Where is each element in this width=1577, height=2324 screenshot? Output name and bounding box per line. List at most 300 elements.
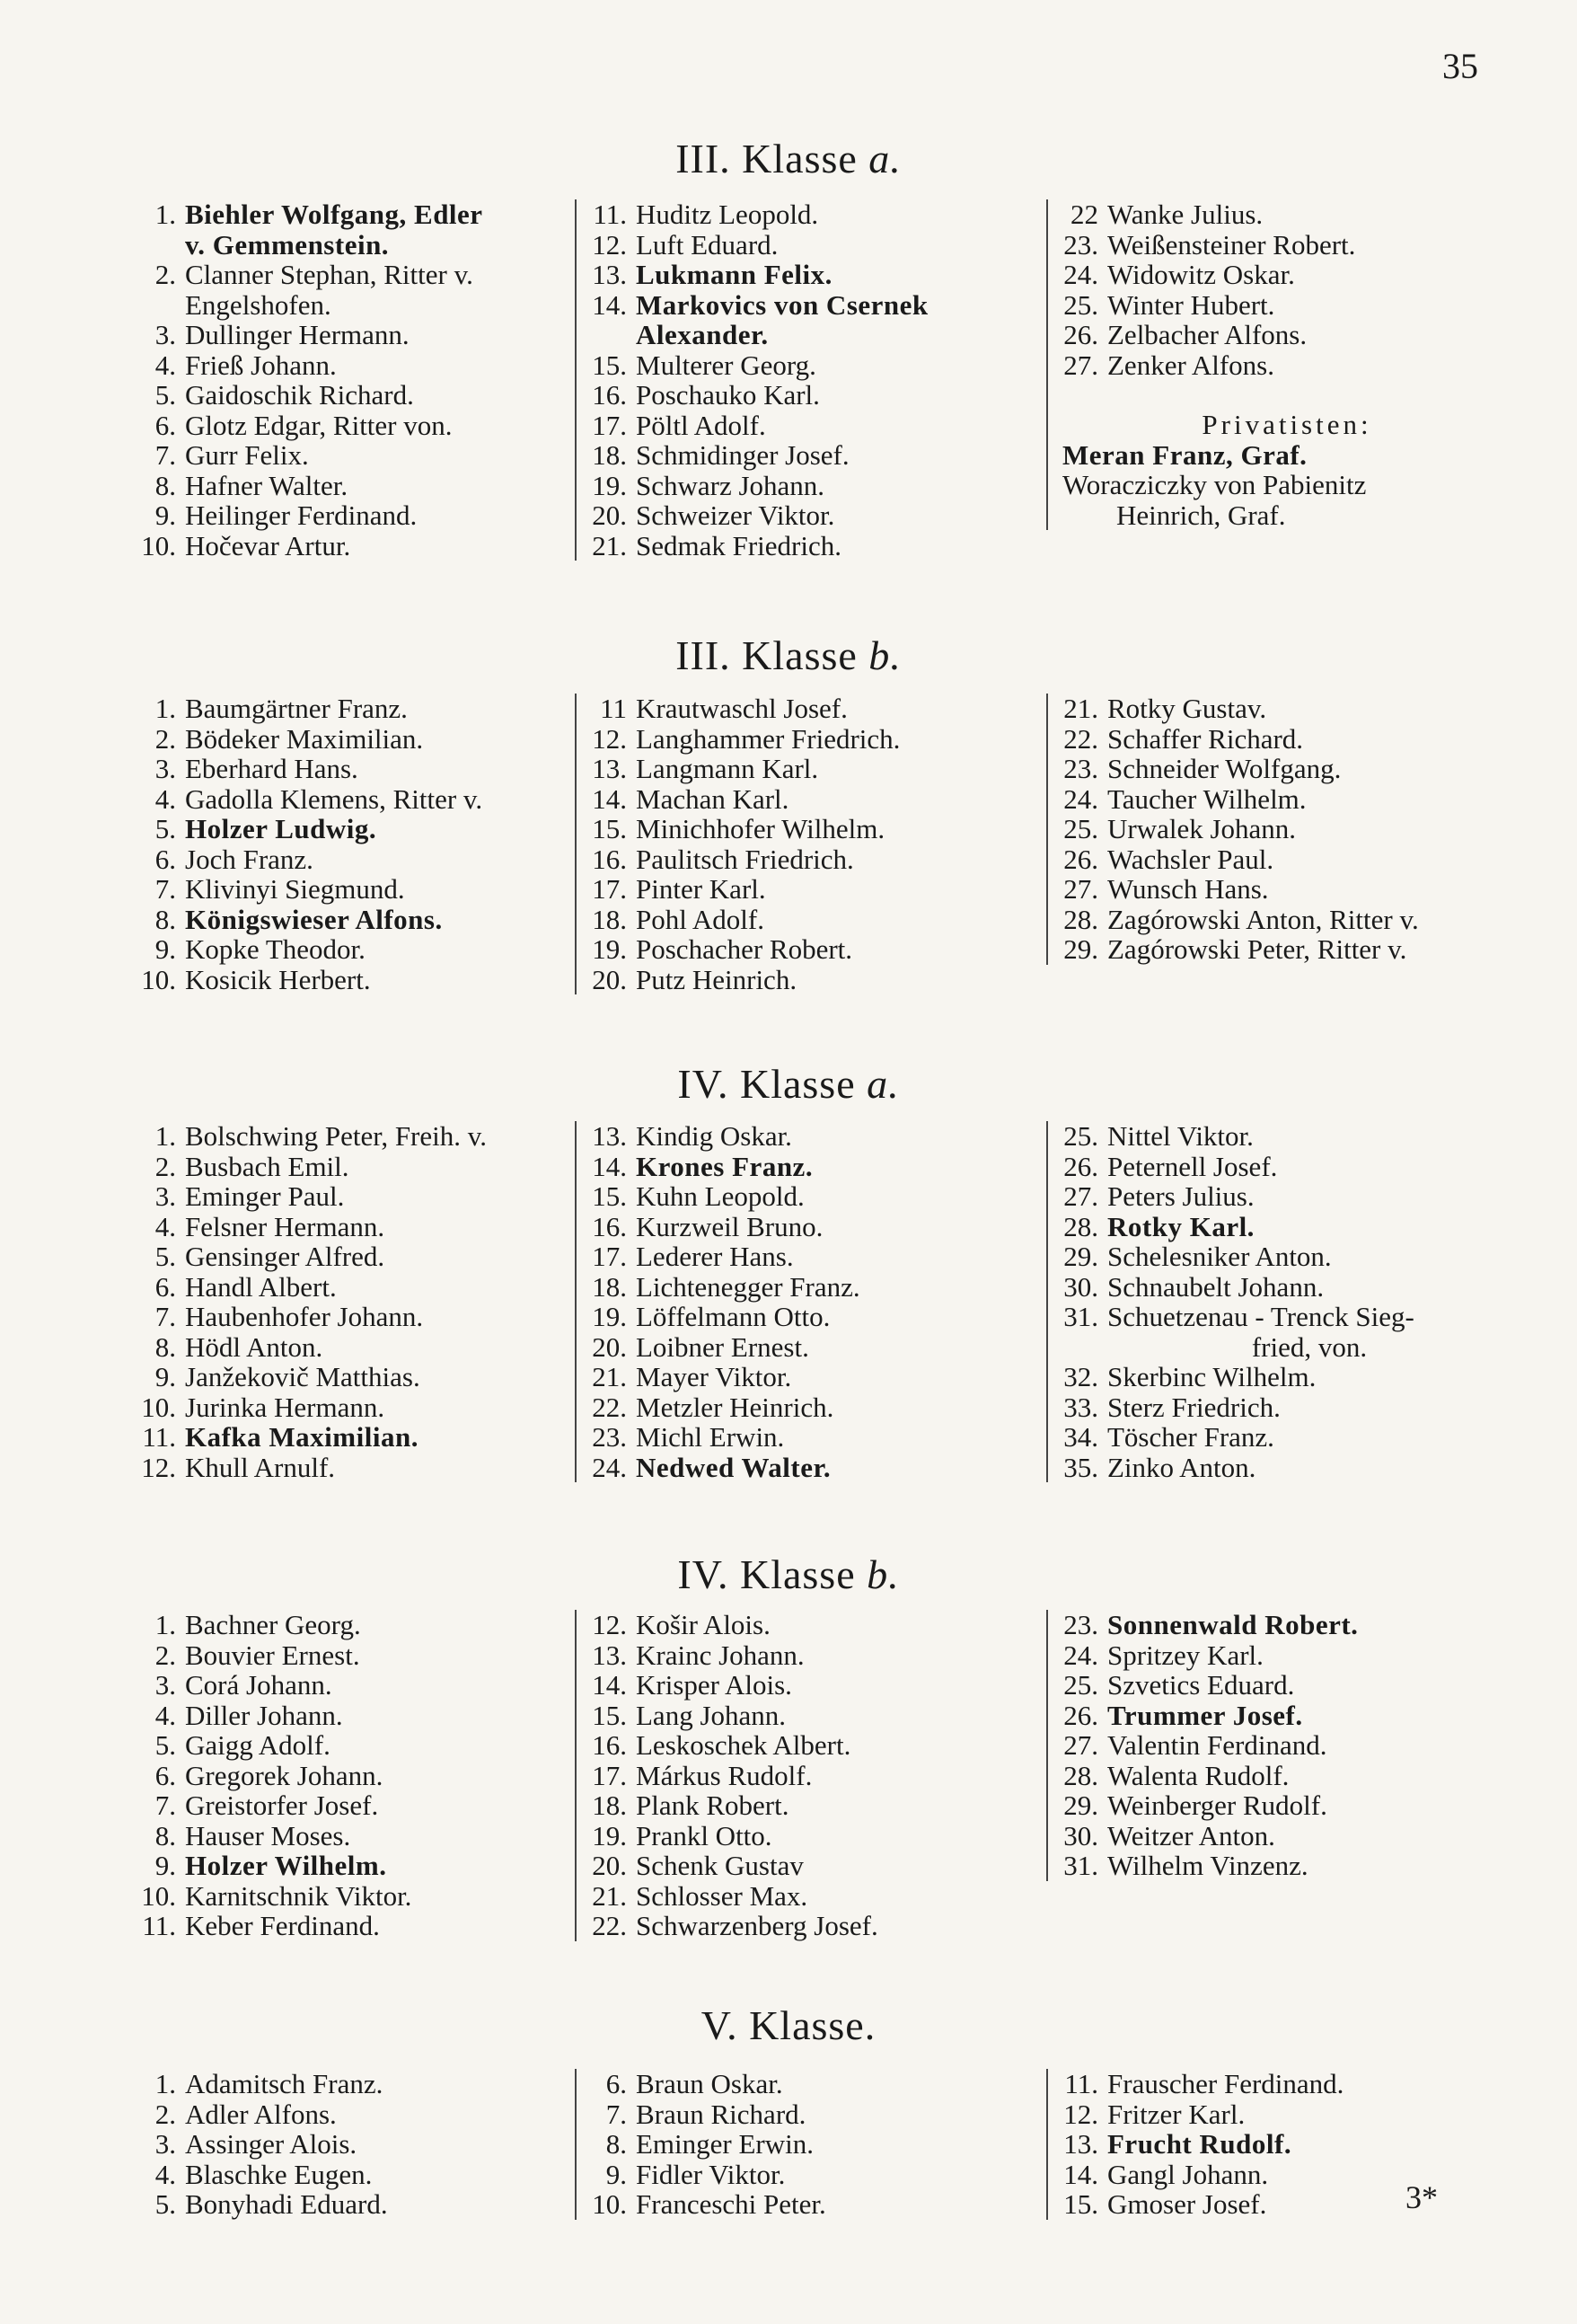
- name-column: [135, 694, 575, 994]
- entry-name: Gaigg Adolf.: [185, 1729, 330, 1761]
- list-item: [135, 934, 575, 965]
- entry-number: 27.: [1063, 1729, 1098, 1761]
- signature-mark: 3*: [1405, 2179, 1438, 2215]
- entry-number: 13.: [592, 259, 627, 290]
- entry-name: Pöltl Adolf.: [636, 409, 766, 441]
- entry-name: Klivinyi Siegmund.: [185, 873, 405, 905]
- list-item: [591, 1152, 1058, 1182]
- entry-name: Hafner Walter.: [185, 469, 348, 501]
- list-item: [1062, 199, 1511, 230]
- entry-name: Heinrich, Graf.: [1116, 499, 1286, 531]
- entry-name: Clanner Stephan, Ritter v.: [185, 259, 473, 290]
- name-column: [1046, 694, 1511, 965]
- entry-name: Bonyhadi Eduard.: [185, 2188, 388, 2220]
- entry-number: 3.: [154, 319, 176, 350]
- entry-name: Fritzer Karl.: [1107, 2098, 1246, 2130]
- entry-name: Huditz Leopold.: [636, 199, 819, 230]
- entry-number: 7.: [154, 873, 176, 905]
- list-item: [591, 320, 1058, 350]
- entry-number: 3.: [154, 2128, 176, 2160]
- list-item: [591, 440, 1058, 471]
- entry-name: Krones Franz.: [636, 1150, 814, 1182]
- entry-number: 5.: [154, 1241, 176, 1272]
- list-item: [135, 531, 575, 561]
- list-item: [135, 1121, 575, 1152]
- entry-number: 33.: [1063, 1391, 1098, 1423]
- entry-name: Krisper Alois.: [636, 1669, 792, 1701]
- entry-number: 29.: [1063, 1789, 1098, 1821]
- list-item: [1062, 470, 1511, 500]
- entry-name: Holzer Ludwig.: [185, 813, 377, 844]
- entry-name: Kurzweil Bruno.: [636, 1210, 824, 1242]
- entry-number: 16.: [592, 843, 627, 875]
- list-item: [1062, 1362, 1511, 1392]
- list-item: [1062, 1242, 1511, 1272]
- entry-name: Bolschwing Peter, Freih. v.: [185, 1120, 487, 1152]
- entry-number: 9.: [154, 499, 176, 531]
- list-item: [591, 905, 1058, 935]
- entry-number: 7.: [154, 1789, 176, 1821]
- entry-number: 19.: [592, 933, 627, 965]
- list-item: [1062, 754, 1511, 784]
- name-column: [135, 1610, 575, 1941]
- section-title-main: III. Klasse: [675, 136, 858, 181]
- list-item: [135, 1242, 575, 1272]
- entry-name: Sterz Friedrich.: [1107, 1391, 1281, 1423]
- list-item: [591, 500, 1058, 531]
- entry-name: Spritzey Karl.: [1107, 1639, 1264, 1671]
- entry-number: 14.: [592, 1669, 627, 1701]
- list-item: [591, 380, 1058, 411]
- list-item: [135, 380, 575, 411]
- list-item: [1062, 814, 1511, 844]
- entry-number: 2.: [154, 1639, 176, 1671]
- list-item: [591, 1911, 1058, 1941]
- entry-number: 6.: [154, 843, 176, 875]
- entry-name: Langmann Karl.: [636, 753, 819, 784]
- entry-name: Markovics von Csernek: [636, 288, 929, 321]
- entry-name: Gangl Johann.: [1107, 2158, 1269, 2190]
- entry-number: 3.: [154, 1669, 176, 1701]
- entry-number: 13.: [592, 753, 627, 784]
- entry-number: 1.: [154, 693, 176, 724]
- entry-name: Eminger Paul.: [185, 1180, 345, 1212]
- list-item: [591, 260, 1058, 290]
- list-item: [1062, 230, 1511, 261]
- list-item: [591, 1302, 1058, 1332]
- entry-number: 24.: [592, 1451, 627, 1483]
- entry-name: Haubenhofer Johann.: [185, 1301, 424, 1332]
- section-title-main: IV. Klasse: [677, 1061, 856, 1107]
- entry-number: 18.: [592, 439, 627, 471]
- list-item: [591, 2069, 1058, 2099]
- entry-name: Braun Richard.: [636, 2098, 806, 2130]
- entry-number: 21.: [592, 529, 627, 561]
- entry-number: 1.: [154, 1120, 176, 1152]
- entry-name: Plank Robert.: [636, 1789, 789, 1821]
- entry-number: 13.: [592, 1120, 627, 1152]
- entry-number: 12.: [592, 722, 627, 755]
- list-item: [591, 694, 1058, 724]
- entry-name: Peters Julius.: [1107, 1180, 1255, 1212]
- list-item: [135, 2189, 575, 2220]
- entry-number: 14.: [1063, 2158, 1098, 2190]
- entry-number: 14.: [592, 1150, 627, 1182]
- list-item: [135, 500, 575, 531]
- entry-number: 7.: [154, 1301, 176, 1332]
- list-item: [135, 1181, 575, 1212]
- entry-number: 2.: [154, 259, 176, 290]
- list-item: [135, 1701, 575, 1731]
- entry-name: Nittel Viktor.: [1107, 1120, 1254, 1152]
- list-item: [591, 1761, 1058, 1791]
- entry-name: Poschacher Robert.: [636, 933, 853, 965]
- list-item: [135, 905, 575, 935]
- entry-number: 25.: [1063, 288, 1098, 321]
- list-item: [1062, 1422, 1511, 1453]
- entry-name: Alexander.: [636, 319, 769, 350]
- list-item: [135, 724, 575, 755]
- entry-name: Gmoser Josef.: [1107, 2188, 1267, 2220]
- list-item: [1062, 1640, 1511, 1671]
- entry-name: Kuhn Leopold.: [636, 1180, 805, 1212]
- entry-name: Zinko Anton.: [1107, 1451, 1256, 1483]
- list-item: [591, 784, 1058, 815]
- list-item: [591, 1362, 1058, 1392]
- entry-name: Wunsch Hans.: [1107, 873, 1269, 905]
- list-item: [135, 1730, 575, 1761]
- section-title: [0, 1551, 1577, 1598]
- entry-name: Valentin Ferdinand.: [1107, 1729, 1327, 1761]
- entry-name: Rotky Gustav.: [1107, 693, 1267, 724]
- entry-name: Diller Johann.: [185, 1699, 343, 1731]
- entry-number: 22.: [1063, 722, 1098, 755]
- list-item: [135, 874, 575, 905]
- page-number: 35: [1442, 46, 1478, 86]
- entry-name: Frauscher Ferdinand.: [1107, 2068, 1344, 2099]
- entry-name: Frieß Johann.: [185, 349, 337, 381]
- entry-name: Schmidinger Josef.: [636, 439, 850, 471]
- entry-number: 10.: [592, 2188, 627, 2220]
- entry-name: Wilhelm Vinzenz.: [1107, 1850, 1308, 1881]
- list-item: [1062, 1332, 1511, 1363]
- entry-number: 17.: [592, 1759, 627, 1791]
- list-item: [135, 1332, 575, 1363]
- list-item: [1062, 1212, 1511, 1242]
- list-item: [1062, 1392, 1511, 1423]
- entry-number: 1.: [154, 2068, 176, 2099]
- entry-number: 1.: [154, 199, 176, 230]
- entry-number: 24.: [1063, 259, 1098, 290]
- list-item: [1062, 260, 1511, 290]
- section-title: [0, 2001, 1577, 2049]
- entry-name: Pinter Karl.: [636, 873, 766, 905]
- list-item: [135, 230, 575, 261]
- list-item: [135, 1272, 575, 1303]
- list-item: [591, 531, 1058, 561]
- entry-name: Schuetzenau - Trenck Sieg-: [1107, 1301, 1414, 1332]
- entry-number: 23.: [1063, 228, 1098, 261]
- entry-number: 4.: [154, 1210, 176, 1242]
- entry-number: 17.: [592, 409, 627, 441]
- entry-number: 8.: [605, 2128, 627, 2160]
- name-column: [1046, 199, 1511, 530]
- list-item: [1062, 500, 1511, 531]
- list-item: [591, 1212, 1058, 1242]
- list-item: [591, 814, 1058, 844]
- entry-number: 28.: [1063, 903, 1098, 935]
- list-item: [135, 2160, 575, 2190]
- entry-name: Multerer Georg.: [636, 349, 816, 381]
- entry-number: 22: [1070, 199, 1098, 230]
- section-title: [0, 632, 1577, 679]
- entry-name: Schwarz Johann.: [636, 469, 825, 501]
- list-item: [591, 471, 1058, 501]
- entry-number: 27.: [1063, 1180, 1098, 1212]
- entry-name: Biehler Wolfgang, Edler: [185, 199, 483, 230]
- list-item: [1062, 1272, 1511, 1303]
- entry-number: 31.: [1063, 1850, 1098, 1881]
- list-item: [1062, 1790, 1511, 1821]
- list-item: [1062, 844, 1511, 875]
- entry-name: Eminger Erwin.: [636, 2128, 815, 2160]
- entry-name: Schwarzenberg Josef.: [636, 1910, 878, 1941]
- entry-number: 12.: [592, 1609, 627, 1640]
- entry-name: Walenta Rudolf.: [1107, 1759, 1290, 1791]
- list-item: [591, 1422, 1058, 1453]
- list-item: [591, 965, 1058, 995]
- name-column: [575, 2069, 1058, 2220]
- list-item: [591, 230, 1058, 261]
- entry-name: Schelesniker Anton.: [1107, 1241, 1332, 1272]
- entry-number: 23.: [592, 1421, 627, 1453]
- list-item: [591, 1272, 1058, 1303]
- list-item: [135, 1453, 575, 1483]
- entry-number: 11.: [142, 1910, 176, 1941]
- entry-name: Töscher Franz.: [1107, 1421, 1274, 1453]
- entry-number: 25.: [1063, 1120, 1098, 1152]
- entry-name: Metzler Heinrich.: [636, 1391, 834, 1423]
- list-item: [591, 1610, 1058, 1640]
- section-title-letter: b.: [867, 1551, 900, 1597]
- entry-name: Fidler Viktor.: [636, 2158, 786, 2190]
- list-item: [1062, 1761, 1511, 1791]
- entry-name: Handl Albert.: [185, 1270, 337, 1303]
- entry-name: Schlosser Max.: [636, 1879, 808, 1912]
- list-item: [591, 1121, 1058, 1152]
- entry-number: 12.: [1063, 2098, 1098, 2130]
- list-item: [1062, 1851, 1511, 1881]
- entry-number: 10.: [141, 963, 176, 995]
- entry-number: 6.: [154, 1270, 176, 1303]
- entry-number: 16.: [592, 379, 627, 411]
- entry-number: 9.: [154, 933, 176, 965]
- list-item: [591, 2099, 1058, 2130]
- entry-name: Dullinger Hermann.: [185, 319, 410, 350]
- entry-name: Lang Johann.: [636, 1699, 787, 1731]
- entry-number: 19.: [592, 1301, 627, 1332]
- entry-number: 15.: [592, 813, 627, 844]
- entry-name: Eberhard Hans.: [185, 753, 358, 784]
- entry-number: 32.: [1063, 1361, 1098, 1392]
- section-title-letter: a.: [868, 136, 902, 181]
- list-item: [1062, 2160, 1511, 2190]
- list-item: [135, 844, 575, 875]
- entry-number: 17.: [592, 1241, 627, 1272]
- entry-number: 20.: [592, 1330, 627, 1363]
- entry-number: 20.: [592, 499, 627, 531]
- list-item: [135, 1212, 575, 1242]
- list-item: [1062, 874, 1511, 905]
- list-item: [1062, 440, 1511, 471]
- entry-name: Skerbinc Wilhelm.: [1107, 1361, 1317, 1392]
- name-column: [575, 1121, 1058, 1482]
- list-item: [135, 965, 575, 995]
- entry-number: 27.: [1063, 873, 1098, 905]
- entry-number: 10.: [141, 1391, 176, 1423]
- entry-number: 10.: [141, 1879, 176, 1912]
- list-item: [1062, 1821, 1511, 1851]
- entry-number: 21.: [592, 1879, 627, 1912]
- list-item: [135, 260, 575, 290]
- entry-name: Lichtenegger Franz.: [636, 1270, 860, 1303]
- entry-number: 9.: [154, 1850, 176, 1881]
- list-item: [1062, 320, 1511, 350]
- list-item: [591, 411, 1058, 441]
- entry-number: 9.: [605, 2158, 627, 2190]
- entry-name: Königswieser Alfons.: [185, 903, 443, 935]
- entry-name: Loibner Ernest.: [636, 1330, 809, 1363]
- name-column: [135, 2069, 575, 2220]
- entry-name: Heilinger Ferdinand.: [185, 499, 418, 531]
- list-item: [591, 1332, 1058, 1363]
- list-item: [1062, 2129, 1511, 2160]
- list-item: [591, 1181, 1058, 1212]
- list-item: [135, 1422, 575, 1453]
- entry-name: Corá Johann.: [185, 1669, 332, 1701]
- list-item: [1062, 934, 1511, 965]
- entry-number: 17.: [592, 873, 627, 905]
- entry-name: Sedmak Friedrich.: [636, 529, 842, 561]
- entry-number: 26.: [1063, 1699, 1098, 1731]
- entry-name: Weitzer Anton.: [1107, 1819, 1275, 1851]
- entry-name: Engelshofen.: [185, 288, 331, 321]
- list-item: [591, 1453, 1058, 1483]
- entry-name: Glotz Edgar, Ritter von.: [185, 409, 453, 441]
- entry-name: Jurinka Hermann.: [185, 1391, 385, 1423]
- list-item: [1062, 1152, 1511, 1182]
- entry-name: Krautwaschl Josef.: [636, 693, 848, 724]
- list-item: [591, 754, 1058, 784]
- entry-number: 23.: [1063, 1609, 1098, 1640]
- entry-name: Busbach Emil.: [185, 1150, 349, 1182]
- list-item: [135, 784, 575, 815]
- entry-name: Nedwed Walter.: [636, 1451, 832, 1483]
- entry-number: 18.: [592, 1789, 627, 1821]
- list-item: [591, 1640, 1058, 1671]
- list-item: [135, 1610, 575, 1640]
- entry-number: 5.: [154, 2188, 176, 2220]
- entry-name: Urwalek Johann.: [1107, 813, 1297, 844]
- entry-name: Zenker Alfons.: [1107, 349, 1274, 381]
- entry-number: 15.: [592, 1180, 627, 1212]
- entry-name: Mayer Viktor.: [636, 1361, 792, 1392]
- entry-number: 1.: [154, 1609, 176, 1640]
- section-title-main: III. Klasse: [675, 632, 858, 678]
- entry-name: Schneider Wolfgang.: [1107, 753, 1342, 784]
- entry-name: Márkus Rudolf.: [636, 1759, 813, 1791]
- list-item: [1062, 2189, 1511, 2220]
- entry-name: Gregorek Johann.: [185, 1759, 383, 1791]
- list-item: [135, 199, 575, 230]
- entry-number: 14.: [592, 288, 627, 321]
- entry-number: 15.: [592, 1699, 627, 1731]
- entry-number: 19.: [592, 1819, 627, 1851]
- entry-number: 9.: [154, 1361, 176, 1392]
- list-item: [1062, 2099, 1511, 2130]
- list-item: [1062, 784, 1511, 815]
- entry-number: 10.: [141, 529, 176, 561]
- entry-name: Zagórowski Anton, Ritter v.: [1107, 903, 1419, 935]
- entry-number: 4.: [154, 1699, 176, 1731]
- entry-name: Woracziczky von Pabienitz: [1062, 469, 1367, 500]
- entry-number: 21.: [1063, 693, 1098, 724]
- entry-number: 29.: [1063, 1241, 1098, 1272]
- entry-number: 27.: [1063, 349, 1098, 381]
- entry-number: 14.: [592, 782, 627, 815]
- entry-number: 3.: [154, 1180, 176, 1212]
- entry-name: Winter Hubert.: [1107, 288, 1275, 321]
- entry-name: Braun Oskar.: [636, 2068, 783, 2099]
- entry-name: Keber Ferdinand.: [185, 1910, 380, 1941]
- entry-name: Pohl Adolf.: [636, 903, 764, 935]
- entry-name: Adler Alfons.: [185, 2098, 337, 2130]
- entry-number: 5.: [154, 1729, 176, 1761]
- list-item: [135, 1821, 575, 1851]
- entry-name: Leskoschek Albert.: [636, 1729, 851, 1761]
- entry-number: 11.: [142, 1421, 176, 1453]
- entry-name: Wachsler Paul.: [1107, 843, 1274, 875]
- entry-number: 4.: [154, 2158, 176, 2190]
- entry-name: Langhammer Friedrich.: [636, 722, 901, 755]
- list-item: [591, 1392, 1058, 1423]
- entry-number: 13.: [1063, 2128, 1098, 2160]
- entry-number: 5.: [154, 379, 176, 411]
- entry-number: 2.: [154, 1150, 176, 1182]
- entry-number: 28.: [1063, 1210, 1098, 1242]
- list-item: [591, 724, 1058, 755]
- name-column: [1046, 2069, 1511, 2220]
- entry-number: 8.: [154, 1819, 176, 1851]
- entry-number: 2.: [154, 2098, 176, 2130]
- list-item: [1062, 290, 1511, 321]
- entry-number: 35.: [1063, 1451, 1098, 1483]
- list-item: [1062, 694, 1511, 724]
- entry-name: Felsner Hermann.: [185, 1210, 385, 1242]
- entry-number: 15.: [592, 349, 627, 381]
- entry-number: 25.: [1063, 1669, 1098, 1701]
- list-item: [135, 1640, 575, 1671]
- entry-name: Michl Erwin.: [636, 1421, 785, 1453]
- entry-number: 34.: [1063, 1421, 1098, 1453]
- entry-number: 18.: [592, 903, 627, 935]
- entry-name: Löffelmann Otto.: [636, 1301, 831, 1332]
- name-column: [1046, 1610, 1511, 1881]
- list-item: [1062, 350, 1511, 381]
- list-item: [591, 1851, 1058, 1881]
- list-item: [591, 350, 1058, 381]
- entry-number: 7.: [605, 2098, 627, 2130]
